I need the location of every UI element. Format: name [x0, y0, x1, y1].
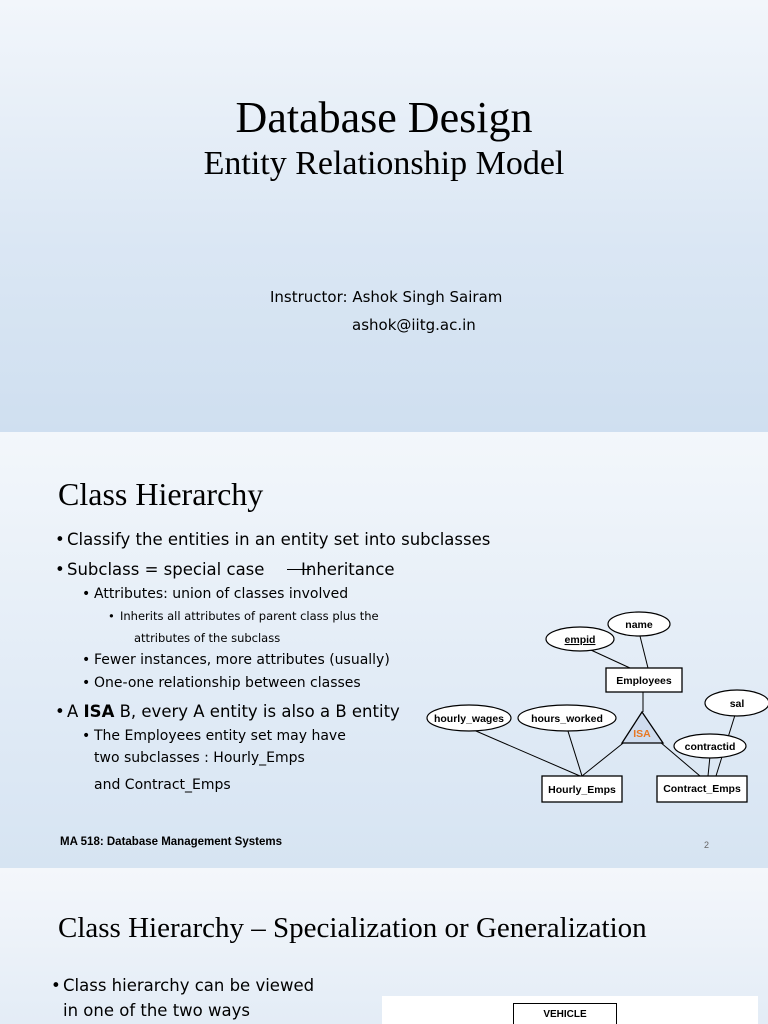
- bullet-isa-keyword: ISA: [83, 702, 115, 721]
- bullet-attributes: • Attributes: union of classes involved: [94, 586, 348, 602]
- bullet-subclass: • Subclass = special case: [67, 560, 264, 579]
- line-hoursworked-hourly: [567, 728, 582, 776]
- page-number: 2: [704, 840, 710, 850]
- line-name-employees: [639, 632, 648, 668]
- slide-subtitle: Entity Relationship Model: [203, 145, 565, 182]
- attribute-sal-label: sal: [729, 698, 745, 710]
- line-contractid-contract: [708, 756, 710, 776]
- bullet-employees-cont2: and Contract_Emps: [94, 777, 231, 793]
- slide-footer: MA 518: Database Management Systems: [60, 836, 282, 848]
- entity-contract-emps-label: Contract_Emps: [663, 783, 741, 795]
- instructor-name: Instructor: Ashok Singh Sairam: [270, 288, 503, 306]
- er-diagram: [0, 432, 768, 868]
- attribute-contractid-label: contractid: [684, 741, 736, 753]
- attribute-empid-label: empid: [564, 634, 596, 646]
- entity-employees-label: Employees: [616, 675, 672, 687]
- bullet-inherits: • Inherits all attributes of parent class plus the: [120, 609, 379, 623]
- slide-title: Class Hierarchy – Specialization or Generalization: [58, 912, 647, 944]
- bullet-fewer-instances: • Fewer instances, more attributes (usually): [94, 652, 390, 668]
- attribute-hourly-wages-label: hourly_wages: [433, 713, 505, 725]
- entity-hourly-emps-label: Hourly_Emps: [548, 784, 616, 796]
- bullet-employees: • The Employees entity set may have: [94, 728, 346, 744]
- title-slide: [0, 0, 768, 432]
- entity-vehicle-box: VEHICLE: [513, 1003, 617, 1024]
- attribute-hours-worked-label: hours_worked: [531, 713, 603, 725]
- instructor-email: ashok@iitg.ac.in: [352, 316, 476, 334]
- line-hourlywages-hourly: [469, 728, 580, 776]
- class-hierarchy-slide: [0, 432, 768, 868]
- bullet-isa-rest: B, every A entity is also a B entity: [114, 702, 400, 721]
- isa-label: ISA: [633, 728, 651, 740]
- bullet-inherits-cont: attributes of the subclass: [134, 631, 281, 645]
- attribute-name-label: name: [625, 619, 653, 631]
- bullet-employees-cont1: two subclasses : Hourly_Emps: [94, 750, 305, 766]
- slide-title: Database Design: [235, 93, 533, 142]
- bullet-class-hierarchy: • Class hierarchy can be viewed: [63, 976, 314, 995]
- bullet-isa-a: A: [67, 702, 84, 721]
- slide-title: Class Hierarchy: [58, 476, 264, 512]
- bullet-inheritance: Inheritance: [301, 560, 395, 579]
- specialization-slide: [0, 868, 768, 1024]
- bullet-one-one: • One-one relationship between classes: [94, 675, 361, 691]
- bullet-classify: • Classify the entities in an entity set into subclasses: [67, 530, 490, 549]
- bullet-class-hierarchy-cont: in one of the two ways: [63, 1001, 250, 1020]
